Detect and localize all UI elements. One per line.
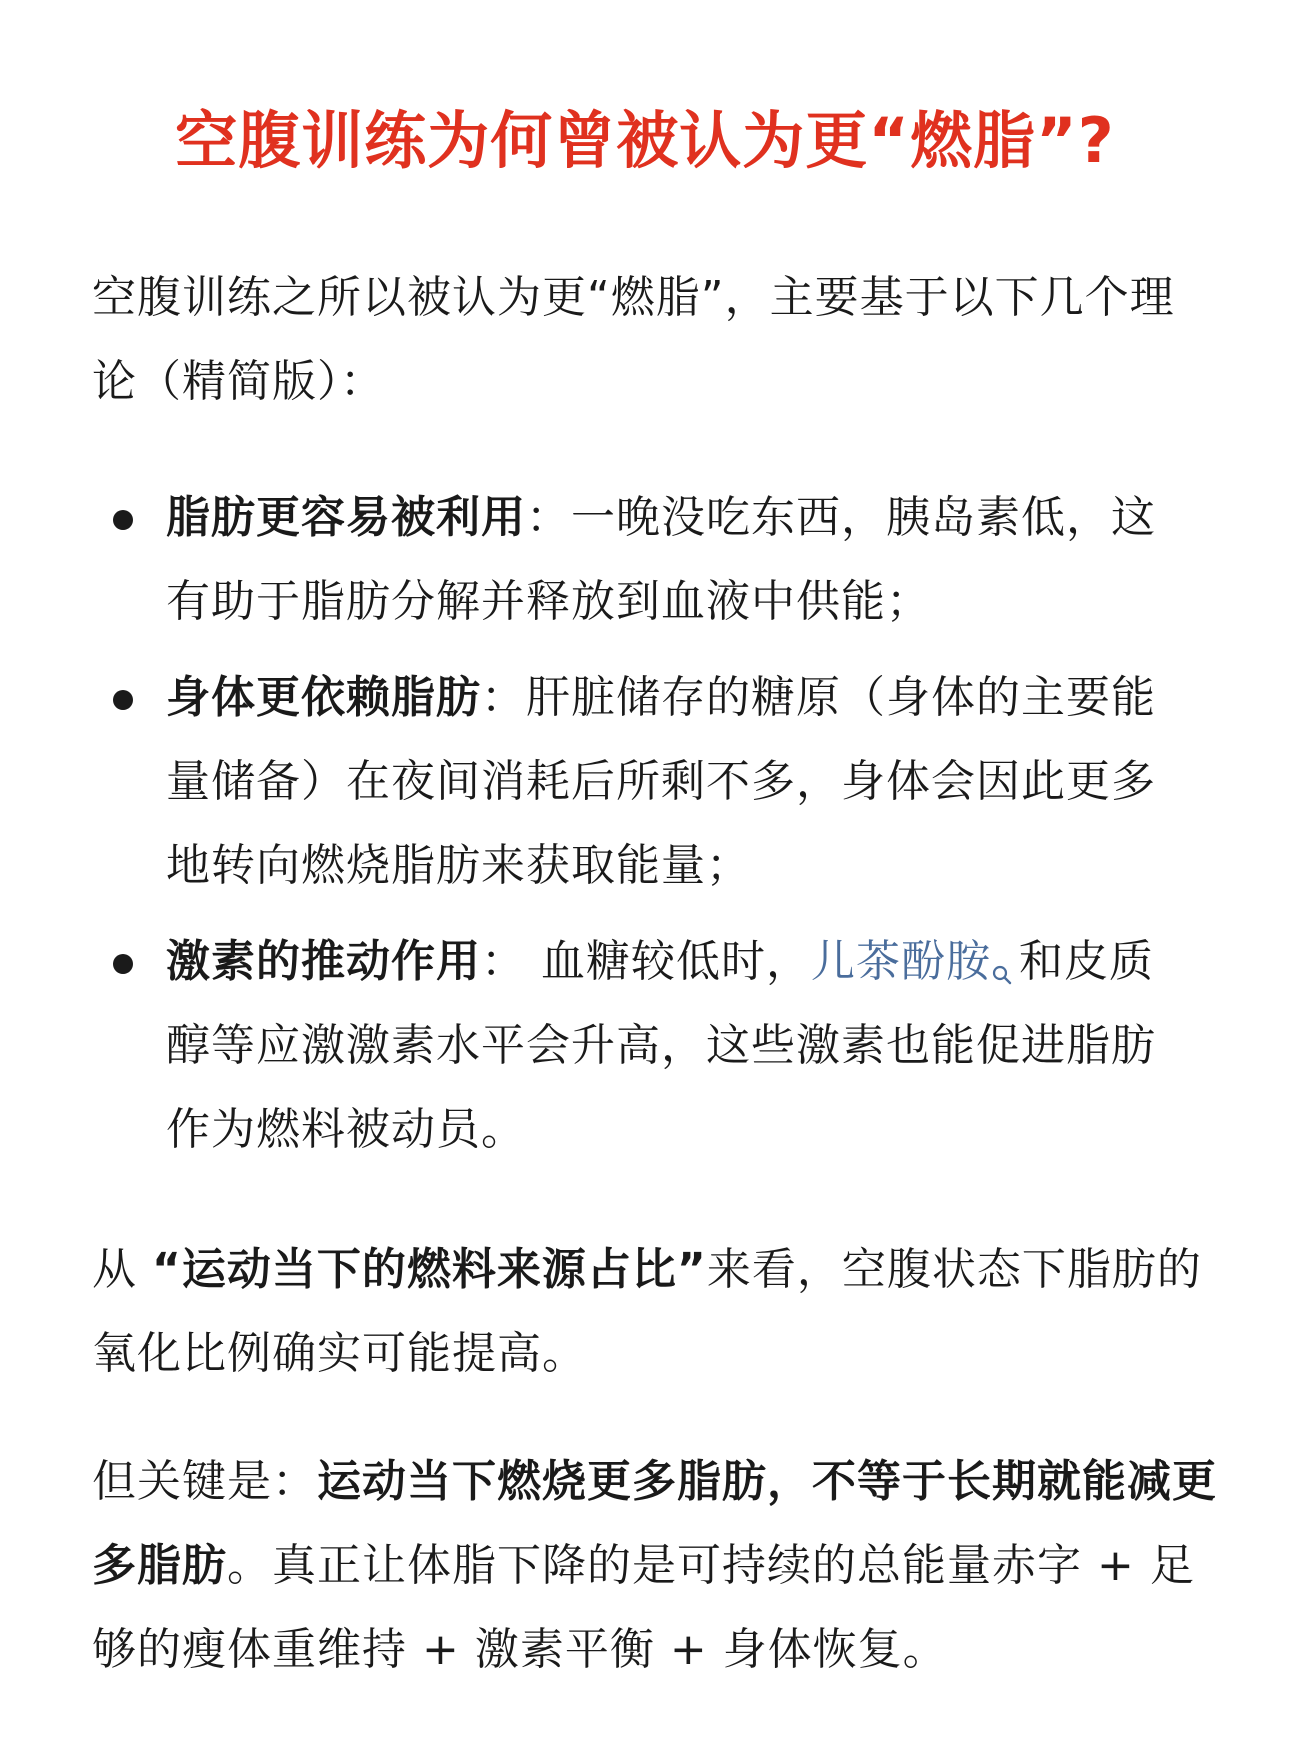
bullet-text: 一晚没吃东西，胰岛素低，这有助于脂肪分解并释放到血液中供能；: [166, 492, 1156, 627]
para-text-before: 从: [92, 1244, 152, 1295]
bullet-heading: 身体更依赖脂肪: [166, 672, 481, 723]
para-text-after: 来看，空腹状态下脂肪的氧化比例确实可能提高。: [92, 1244, 1202, 1379]
bullet-dot-icon: [113, 510, 133, 530]
para-text-before: 但关键是：: [92, 1456, 317, 1507]
list-item: [0, 476, 1190, 644]
article-title: 空腹训练为何曾被认为更“燃脂”?: [175, 104, 1115, 177]
search-icon[interactable]: [991, 930, 1019, 960]
bullet-separator: ：: [481, 672, 526, 723]
bullet-dot-icon: [113, 690, 133, 710]
list-item: [0, 920, 1190, 1172]
search-link[interactable]: 儿茶酚胺: [811, 936, 991, 987]
key-point-paragraph: [92, 1440, 1222, 1692]
bullet-list: [0, 476, 1290, 1184]
para-bold-text: “运动当下的燃料来源占比”: [152, 1244, 707, 1295]
bullet-separator: ：: [481, 936, 541, 987]
fuel-source-paragraph: [92, 1228, 1212, 1396]
bullet-text-before: 血糖较低时，: [541, 936, 811, 987]
bullet-heading: 脂肪更容易被利用: [166, 492, 526, 543]
bullet-dot-icon: [113, 954, 133, 974]
bullet-heading: 激素的推动作用: [166, 936, 481, 987]
para-bold-text: 运动当下燃烧更多脂肪，不等于长期就能减更多脂肪: [92, 1456, 1217, 1591]
intro-paragraph: 空腹训练之所以被认为更“燃脂”，主要基于以下几个理论（精简版）：: [92, 272, 1175, 407]
para-text-after: 。真正让体脂下降的是可持续的总能量赤字 + 足够的瘦体重维持 + 激素平衡 + 身体恢复。: [92, 1540, 1195, 1675]
bullet-text: 肝脏储存的糖原（身体的主要能量储备）在夜间消耗后所剩不多，身体会因此更多地转向燃烧脂肪来获取能量；: [166, 672, 1156, 891]
bullet-text-after: 和皮质醇等应激激素水平会升高，这些激素也能促进脂肪作为燃料被动员。: [166, 936, 1156, 1155]
bullet-separator: ：: [526, 492, 571, 543]
list-item: [0, 656, 1190, 908]
